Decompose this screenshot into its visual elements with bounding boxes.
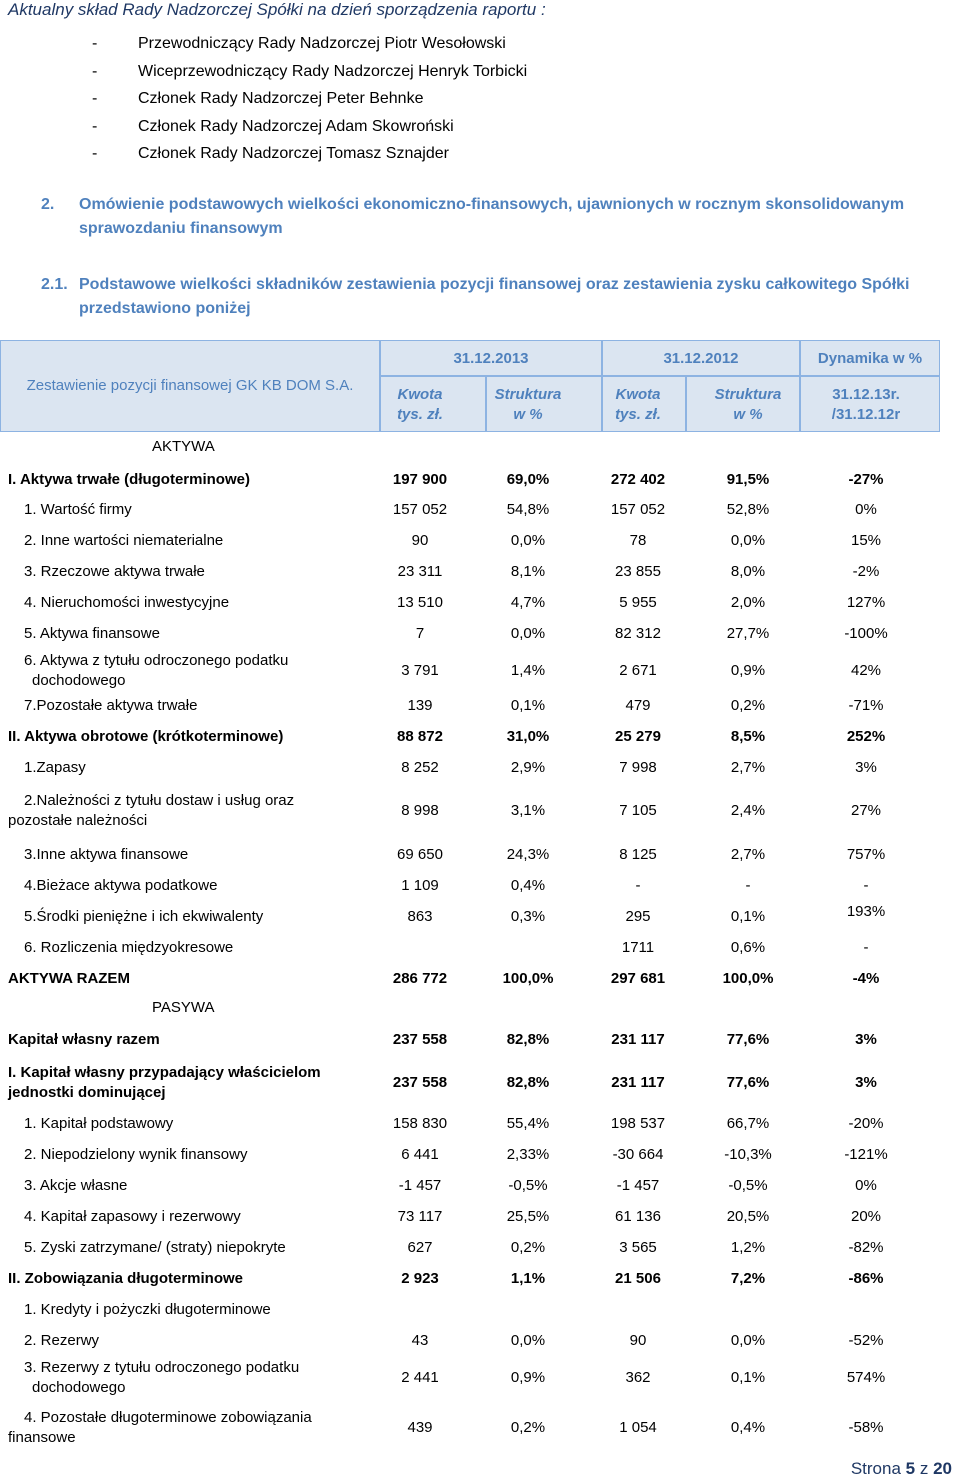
row-label-line: 3. Rzeczowe aktywa trwałe (24, 563, 205, 580)
header-kwota: Kwota (615, 386, 661, 403)
section-label-pasywa: PASYWA (152, 999, 215, 1016)
row-label-line: 6. Aktywa z tytułu odroczonego podatku (24, 652, 289, 669)
header-struktura: Struktura (714, 386, 782, 403)
row-label-line: 1.Zapasy (24, 759, 86, 776)
table-cell: 574% (846, 1369, 886, 1386)
row-label-line: Kapitał własny razem (8, 1031, 160, 1048)
header-date-2013: 31.12.2013 (453, 350, 529, 367)
table-cell: 237 558 (392, 1074, 448, 1091)
table-cell: 295 (625, 908, 651, 925)
row-label (8, 470, 250, 490)
row-label (8, 1176, 127, 1196)
row-label-line: dochodowego (32, 672, 126, 689)
table-cell: -30 664 (612, 1146, 664, 1163)
table-cell: 73 117 (397, 1208, 443, 1225)
table-cell: -82% (848, 1239, 884, 1256)
table-cell: 100,0% (502, 970, 554, 987)
list-item: - Członek Rady Nadzorczej Tomasz Sznajder (92, 145, 449, 163)
table-cell: 20% (850, 1208, 882, 1225)
table-cell: 157 052 (392, 501, 448, 518)
table-cell: 13 510 (397, 594, 443, 611)
table-cell: 479 (625, 697, 651, 714)
header-struktura-unit: w % (513, 406, 543, 423)
table-cell: -2% (852, 563, 880, 580)
row-label (8, 1238, 286, 1258)
table-cell: 82,8% (506, 1074, 550, 1091)
table-cell: 198 537 (610, 1115, 666, 1132)
table-cell: 2,9% (510, 759, 546, 776)
row-label (8, 651, 288, 691)
table-cell: 55,4% (506, 1115, 550, 1132)
table-cell: 0,6% (730, 939, 766, 956)
header-kwota-unit: tys. zł. (397, 406, 443, 423)
row-label-line: I. Aktywa trwałe (długoterminowe) (8, 471, 250, 488)
table-cell: 69,0% (506, 471, 550, 488)
table-cell: -100% (844, 625, 888, 642)
table-cell: - (863, 939, 869, 956)
table-cell: 27,7% (726, 625, 770, 642)
table-cell: 0% (855, 501, 877, 518)
table-cell: 54,8% (506, 501, 550, 518)
table-cell: 8,1% (510, 563, 546, 580)
table-cell: 69 650 (397, 846, 443, 863)
table-cell: 127% (846, 594, 886, 611)
table-cell: 237 558 (392, 1031, 448, 1048)
row-label (8, 696, 197, 716)
row-label-line: finansowe (8, 1429, 76, 1446)
table-cell: 0,3% (510, 908, 546, 925)
row-label-line: 1. Kredyty i pożyczki długoterminowe (24, 1301, 271, 1318)
table-cell: 252% (846, 728, 886, 745)
table-cell: 82 312 (615, 625, 661, 642)
table-cell: 0,0% (510, 1332, 546, 1349)
table-cell: 25 279 (615, 728, 661, 745)
table-cell: 8 998 (401, 802, 439, 819)
row-label (8, 1114, 173, 1134)
table-cell: 2,7% (730, 759, 766, 776)
row-label-line: 2. Inne wartości niematerialne (24, 532, 224, 549)
table-cell: 82,8% (506, 1031, 550, 1048)
row-label (8, 1300, 271, 1320)
table-cell: 3 565 (619, 1239, 657, 1256)
table-cell: 2 671 (619, 662, 657, 679)
row-label-line: 5. Aktywa finansowe (24, 625, 160, 642)
table-cell: 4,7% (510, 594, 546, 611)
header-kwota-cell (602, 376, 686, 432)
row-label (8, 1063, 321, 1103)
table-cell: 0,0% (510, 532, 546, 549)
row-label-line: I. Kapitał własny przypadający właścicielom (8, 1064, 321, 1081)
list-item: - Członek Rady Nadzorczej Peter Behnke (92, 90, 424, 108)
table-cell: - (863, 877, 869, 894)
row-label-line: 5. Zyski zatrzymane/ (straty) niepokryte (24, 1239, 286, 1256)
section-heading-2: 2. Omówienie podstawowych wielkości ekonomiczno-finansowych, ujawnionych w rocznym skonsolidowanym sprawozdaniu finansowym (41, 196, 905, 237)
table-cell: 0,2% (510, 1239, 546, 1256)
list-item: - Przewodniczący Rady Nadzorczej Piotr Wesołowski (92, 35, 506, 52)
table-cell: 0,0% (730, 1332, 766, 1349)
table-cell: 88 872 (397, 728, 443, 745)
row-label-line: 2. Niepodzielony wynik finansowy (24, 1146, 248, 1163)
table-cell: 297 681 (610, 970, 666, 987)
table-cell: -52% (848, 1332, 884, 1349)
section-label-aktywa: AKTYWA (152, 438, 215, 455)
table-cell: 23 855 (615, 563, 661, 580)
table-cell: - (745, 877, 751, 894)
table-cell: 0,4% (510, 877, 546, 894)
row-label-line: 3. Akcje własne (24, 1177, 128, 1194)
row-label-line: dochodowego (32, 1379, 126, 1396)
table-cell: 0,2% (730, 697, 766, 714)
table-cell: 158 830 (392, 1115, 448, 1132)
table-cell: 1 109 (401, 877, 439, 894)
header-dynamics-period-cell (800, 376, 940, 432)
table-cell: 757% (846, 846, 886, 863)
section-heading-2-1: 2.1. Podstawowe wielkości składników zestawienia pozycji finansowej oraz zestawienia zysku całkowitego Spółki przedstawiono poniżej (41, 276, 910, 317)
table-cell: 139 (407, 697, 433, 714)
table-cell: 7 998 (619, 759, 657, 776)
table-cell: 0,0% (510, 625, 546, 642)
table-cell: -0,5% (508, 1177, 548, 1194)
table-cell: -121% (844, 1146, 888, 1163)
table-cell: 7 105 (619, 802, 657, 819)
table-cell: 2 441 (401, 1369, 439, 1386)
row-label-line: 3. Rezerwy z tytułu odroczonego podatku (24, 1359, 300, 1376)
row-label (8, 907, 263, 927)
table-cell: 66,7% (726, 1115, 770, 1132)
row-label-line: jednostki dominującej (8, 1084, 166, 1101)
table-cell: 91,5% (726, 471, 770, 488)
table-cell: 25,5% (506, 1208, 550, 1225)
table-cell: 8 252 (401, 759, 439, 776)
table-cell: -71% (848, 697, 884, 714)
row-label (8, 876, 217, 896)
table-cell: 42% (850, 662, 882, 679)
table-cell: 0,9% (510, 1369, 546, 1386)
row-label-line: 4. Nieruchomości inwestycyjne (24, 594, 230, 611)
table-cell: 43 (411, 1332, 429, 1349)
table-cell: -0,5% (728, 1177, 768, 1194)
header-kwota: Kwota (397, 386, 443, 403)
row-label-line: 1. Wartość firmy (24, 501, 132, 518)
table-cell: 27% (850, 802, 882, 819)
table-cell: -86% (848, 1270, 884, 1287)
row-label-line: 2. Rezerwy (24, 1332, 100, 1349)
row-label (8, 1207, 241, 1227)
header-struktura-cell (486, 376, 602, 432)
table-cell: 2,7% (730, 846, 766, 863)
row-label-line: pozostałe należności (8, 812, 148, 829)
list-item: - Członek Rady Nadzorczej Adam Skowroński (92, 117, 454, 135)
row-label (8, 845, 188, 865)
table-cell: 0,2% (510, 1419, 546, 1436)
table-cell: 77,6% (726, 1031, 770, 1048)
row-label (8, 1145, 247, 1165)
row-label-line: II. Zobowiązania długoterminowe (8, 1270, 244, 1287)
table-cell: 0,1% (730, 908, 766, 925)
table-cell: 439 (407, 1419, 433, 1436)
table-cell: 5 955 (619, 594, 657, 611)
table-cell: 1,4% (510, 662, 546, 679)
table-cell: 272 402 (610, 471, 666, 488)
table-cell: 2 923 (401, 1270, 439, 1287)
table-cell: 362 (625, 1369, 651, 1386)
row-label-line: 4. Kapitał zapasowy i rezerwowy (24, 1208, 241, 1225)
table-cell: 1711 (621, 939, 655, 956)
header-date-2012: 31.12.2012 (663, 350, 739, 367)
table-cell: 231 117 (611, 1031, 665, 1048)
header-dynamics-from: 31.12.13r. (832, 386, 900, 403)
table-cell: 1,1% (510, 1270, 546, 1287)
table-cell: 90 (629, 1332, 647, 1349)
table-cell: 0,1% (510, 697, 546, 714)
table-cell: 231 117 (611, 1074, 665, 1091)
table-cell: 3% (855, 759, 877, 776)
table-cell: 863 (407, 908, 433, 925)
row-label (8, 1030, 160, 1050)
table-cell: 8,0% (730, 563, 766, 580)
table-cell: -20% (848, 1115, 884, 1132)
table-cell: 77,6% (726, 1074, 770, 1091)
table-cell: 78 (629, 532, 647, 549)
table-cell: -27% (848, 471, 884, 488)
row-label (8, 938, 233, 958)
table-cell: -1 457 (398, 1177, 442, 1194)
table-cell: 3% (855, 1074, 877, 1091)
list-item: - Wiceprzewodniczący Rady Nadzorczej Henryk Torbicki (92, 62, 528, 80)
table-cell: 1 054 (619, 1419, 657, 1436)
table-cell: 7,2% (730, 1270, 766, 1287)
table-cell: 0,9% (730, 662, 766, 679)
row-label (8, 1358, 299, 1398)
header-title: Aktualny skład Rady Nadzorczej Spółki na dzień sporządzenia raportu : (8, 0, 546, 19)
table-cell: 0,4% (730, 1419, 766, 1436)
table-cell: 3 791 (401, 662, 439, 679)
table-cell: 2,33% (506, 1146, 550, 1163)
row-label (8, 791, 294, 831)
row-label (8, 727, 283, 747)
table-cell: 52,8% (726, 501, 770, 518)
table-cell: 286 772 (392, 970, 448, 987)
table-cell: 21 506 (615, 1270, 661, 1287)
page-footer: Strona 5 z 20 (850, 1459, 952, 1478)
table-cell: 2,4% (730, 802, 766, 819)
row-label (8, 969, 130, 989)
table-cell: 90 (411, 532, 429, 549)
table-cell: 8 125 (619, 846, 657, 863)
row-label-line: 2.Należności z tytułu dostaw i usług oraz (24, 792, 295, 809)
table-cell: 100,0% (722, 970, 774, 987)
row-label-line: AKTYWA RAZEM (8, 970, 130, 987)
row-label (8, 531, 223, 551)
header-kwota-unit: tys. zł. (615, 406, 661, 423)
table-cell: 0% (855, 1177, 877, 1194)
table-cell: -58% (848, 1419, 884, 1436)
header-dynamics-to: /31.12.12r (831, 406, 901, 423)
table-cell: 15% (850, 532, 882, 549)
table-cell: 157 052 (610, 501, 666, 518)
row-label (8, 500, 132, 520)
table-cell: 8,5% (730, 728, 766, 745)
row-label-line: II. Aktywa obrotowe (krótkoterminowe) (8, 728, 284, 745)
table-cell: -4% (852, 970, 880, 987)
table-title: Zestawienie pozycji finansowej GK KB DOM S.A. (26, 377, 354, 394)
table-cell: 0,1% (730, 1369, 766, 1386)
table-cell: 7 (415, 625, 425, 642)
table-cell: 6 441 (401, 1146, 439, 1163)
header-struktura-cell (686, 376, 800, 432)
table-cell: 61 136 (615, 1208, 661, 1225)
table-cell: 197 900 (392, 471, 448, 488)
table-cell: 31,0% (506, 728, 550, 745)
table-cell: - (635, 877, 641, 894)
row-label-line: 1. Kapitał podstawowy (24, 1115, 174, 1132)
board-members-list (92, 34, 527, 172)
row-label-line: 3.Inne aktywa finansowe (24, 846, 189, 863)
header-dynamics: Dynamika w % (817, 350, 923, 367)
header-struktura-unit: w % (733, 406, 763, 423)
table-cell: 627 (407, 1239, 433, 1256)
table-cell: 3,1% (510, 802, 546, 819)
table-cell: -1 457 (616, 1177, 660, 1194)
table-cell: 2,0% (730, 594, 766, 611)
row-label (8, 1269, 243, 1289)
row-label (8, 1331, 99, 1351)
table-cell: 3% (855, 1031, 877, 1048)
table-cell: 0,0% (730, 532, 766, 549)
row-label-line: 4.Bieżace aktywa podatkowe (24, 877, 218, 894)
row-label-line: 4. Pozostałe długoterminowe zobowiązania (24, 1409, 312, 1426)
row-label (8, 562, 205, 582)
table-cell: 193% (846, 903, 886, 920)
table-cell: -10,3% (724, 1146, 772, 1163)
row-label-line: 5.Środki pieniężne i ich ekwiwalenty (24, 908, 264, 925)
table-cell: 1,2% (730, 1239, 766, 1256)
row-label (8, 593, 229, 613)
table-cell: 24,3% (506, 846, 550, 863)
row-label (8, 1408, 312, 1448)
table-cell: 20,5% (726, 1208, 770, 1225)
row-label-line: 7.Pozostałe aktywa trwałe (24, 697, 198, 714)
header-struktura: Struktura (494, 386, 562, 403)
table-cell: 23 311 (397, 563, 443, 580)
row-label (8, 624, 160, 644)
row-label (8, 758, 86, 778)
row-label-line: 6. Rozliczenia międzyokresowe (24, 939, 234, 956)
header-kwota-cell (380, 376, 486, 432)
